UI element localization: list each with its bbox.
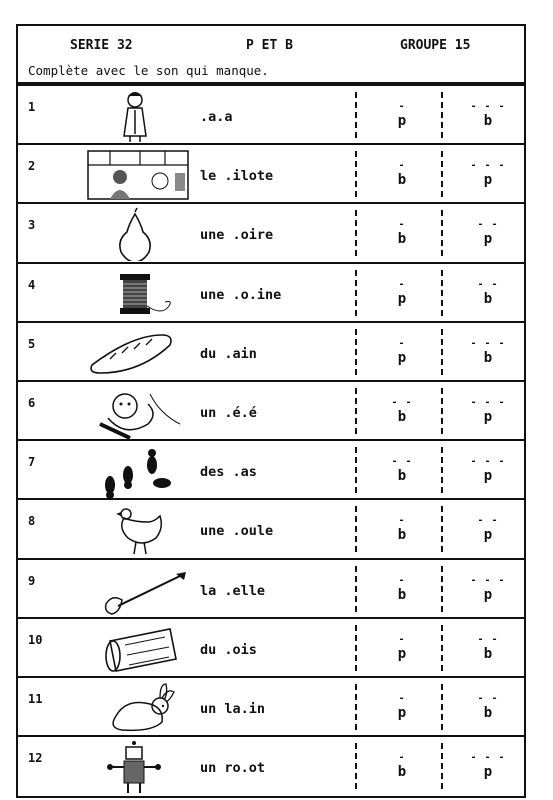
- choice-letter: b: [397, 527, 407, 544]
- dashed-separator: [355, 270, 357, 316]
- thread-spool-icon: [80, 266, 190, 321]
- dashed-separator: [441, 210, 443, 256]
- syllable-dash-marks: - -: [477, 278, 499, 290]
- incomplete-word: une .oire: [200, 227, 274, 244]
- syllable-dash-marks: -: [398, 693, 406, 704]
- footsteps-icon: [80, 443, 190, 498]
- rabbit-icon: [80, 680, 190, 735]
- syllable-dash-marks: -: [398, 278, 406, 290]
- incomplete-word: du .ain: [200, 345, 257, 362]
- series-title: SERIE 32: [70, 38, 133, 53]
- dashed-separator: [355, 447, 357, 493]
- choice-letter: b: [483, 349, 493, 366]
- dashed-separator: [441, 270, 443, 316]
- grandfather-icon: [80, 88, 190, 143]
- syllable-dash-marks: -: [398, 515, 406, 527]
- exercise-row: [18, 558, 524, 619]
- hen-icon: [80, 502, 190, 557]
- choice-letter: b: [483, 645, 493, 662]
- incomplete-word: .a.a: [200, 109, 233, 125]
- dashed-separator: [441, 151, 443, 197]
- syllable-dash-marks: -: [398, 752, 406, 764]
- choice-letter: p: [483, 468, 493, 485]
- syllable-dash-marks: - -: [477, 515, 499, 527]
- baby-icon: [80, 384, 190, 439]
- choice-letter: p: [483, 764, 493, 781]
- exercise-row: [18, 439, 524, 500]
- syllable-dash-marks: - -: [477, 219, 499, 231]
- choice-letter: p: [483, 172, 493, 189]
- exercise-row: [18, 617, 524, 678]
- dashed-separator: [441, 388, 443, 434]
- row-number: 2: [28, 159, 36, 174]
- choice-letter: p: [483, 231, 493, 248]
- choice-letter: p: [483, 527, 493, 544]
- dashed-separator: [355, 566, 357, 612]
- shovel-icon: [80, 562, 190, 617]
- row-number: 1: [28, 100, 36, 114]
- dashed-separator: [441, 447, 443, 493]
- exercise-row: [18, 202, 524, 263]
- incomplete-word: la .elle: [200, 582, 266, 599]
- choice-letter: p: [397, 645, 407, 662]
- row-number: 3: [28, 218, 36, 233]
- dashed-separator: [355, 329, 357, 375]
- syllable-dash-marks: -: [398, 337, 406, 349]
- incomplete-word: du .ois: [200, 641, 257, 658]
- row-number: 6: [28, 396, 36, 410]
- syllable-dash-marks: - - -: [470, 397, 506, 408]
- dashed-separator: [441, 92, 443, 138]
- syllable-dash-marks: - -: [477, 633, 499, 645]
- row-number: 4: [28, 277, 36, 292]
- exercise-row: [18, 380, 524, 441]
- pilot-cockpit-icon: [80, 147, 190, 202]
- robot-icon: [80, 739, 190, 794]
- dashed-separator: [355, 506, 357, 552]
- incomplete-word: une .o.ine: [200, 286, 282, 303]
- syllable-dash-marks: - -: [391, 397, 413, 408]
- log-icon: [80, 621, 190, 676]
- row-number: 10: [28, 632, 43, 647]
- worksheet: [16, 24, 526, 798]
- choice-letter: b: [397, 409, 407, 425]
- dashed-separator: [441, 506, 443, 552]
- choice-letter: p: [397, 705, 407, 721]
- syllable-dash-marks: - -: [391, 456, 413, 468]
- row-number: 7: [28, 455, 36, 470]
- choice-letter: b: [397, 231, 407, 248]
- exercise-row: [18, 262, 524, 323]
- row-number: 8: [28, 514, 36, 529]
- choice-letter: p: [397, 290, 407, 307]
- syllable-dash-marks: -: [398, 160, 406, 172]
- incomplete-word: un ro.ot: [200, 760, 266, 777]
- choice-letter: b: [397, 764, 407, 781]
- choice-letter: b: [483, 113, 493, 129]
- worksheet-header: [18, 26, 524, 84]
- row-number: 9: [28, 573, 36, 588]
- instruction-text: Complète avec le son qui manque.: [28, 63, 269, 78]
- exercise-row: [18, 143, 524, 204]
- exercise-row: [18, 676, 524, 737]
- dashed-separator: [441, 743, 443, 789]
- syllable-dash-marks: - - -: [470, 574, 506, 586]
- syllable-dash-marks: - - -: [470, 101, 506, 112]
- syllable-dash-marks: - - -: [470, 456, 506, 468]
- choice-letter: b: [397, 468, 407, 485]
- dashed-separator: [355, 388, 357, 434]
- syllable-dash-marks: -: [398, 633, 406, 645]
- dashed-separator: [355, 684, 357, 730]
- exercise-row: [18, 84, 524, 145]
- dashed-separator: [355, 151, 357, 197]
- row-number: 5: [28, 336, 36, 351]
- dashed-separator: [355, 743, 357, 789]
- dashed-separator: [441, 566, 443, 612]
- choice-letter: p: [483, 586, 493, 603]
- row-number: 12: [28, 751, 43, 766]
- syllable-dash-marks: -: [398, 574, 406, 586]
- bread-icon: [80, 325, 190, 380]
- incomplete-word: un .é.é: [200, 405, 257, 421]
- dashed-separator: [441, 625, 443, 671]
- incomplete-word: le .ilote: [200, 168, 274, 185]
- row-number: 11: [28, 692, 43, 706]
- incomplete-word: des .as: [200, 464, 257, 481]
- pear-icon: [80, 206, 190, 261]
- choice-letter: b: [483, 705, 493, 721]
- choice-letter: p: [483, 409, 493, 425]
- incomplete-word: un la.in: [200, 701, 266, 717]
- sounds-title: P ET B: [246, 38, 293, 53]
- incomplete-word: une .oule: [200, 523, 274, 540]
- syllable-dash-marks: - - -: [470, 337, 506, 349]
- choice-letter: p: [397, 113, 407, 129]
- exercise-row: [18, 321, 524, 382]
- exercise-row: [18, 498, 524, 559]
- syllable-dash-marks: -: [398, 219, 406, 231]
- dashed-separator: [441, 684, 443, 730]
- choice-letter: b: [397, 586, 407, 603]
- dashed-separator: [355, 625, 357, 671]
- choice-letter: b: [483, 290, 493, 307]
- dashed-separator: [355, 92, 357, 138]
- syllable-dash-marks: -: [398, 101, 406, 112]
- dashed-separator: [355, 210, 357, 256]
- dashed-separator: [441, 329, 443, 375]
- choice-letter: p: [397, 349, 407, 366]
- exercise-row: [18, 735, 524, 796]
- group-title: GROUPE 15: [400, 38, 471, 53]
- syllable-dash-marks: - - -: [470, 752, 506, 764]
- syllable-dash-marks: - -: [477, 693, 499, 704]
- choice-letter: b: [397, 172, 407, 189]
- syllable-dash-marks: - - -: [470, 160, 506, 172]
